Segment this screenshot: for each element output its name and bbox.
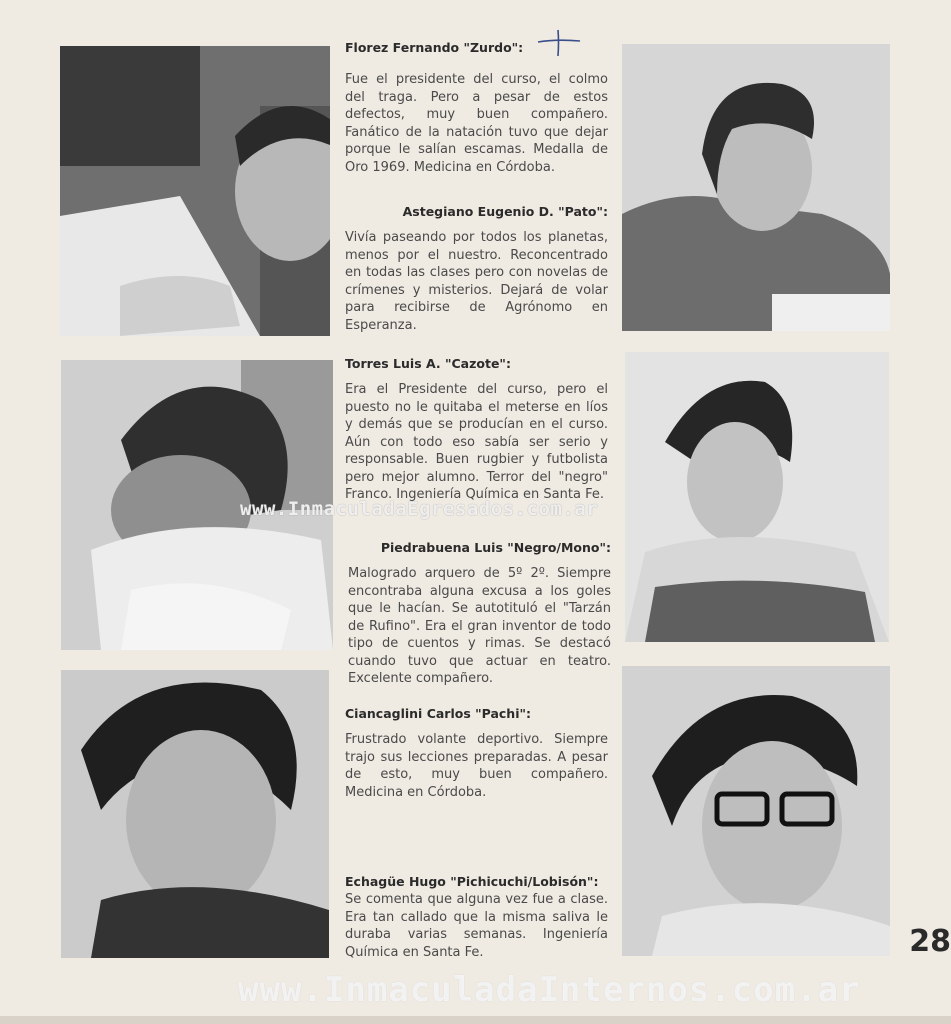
student-bio: Era el Presidente del curso, pero el puesto no le quitaba el meterse en líos y demás que se producían en el curso. Aún con todo eso sabía ser serio y responsable. Buen rugbier y futbolista pero mejor alumno. Terror del "negro" Franco. Ingeniería Química en Santa Fe. [345,382,608,502]
photo-florez [60,46,330,336]
student-name: Ciancaglini Carlos "Pachi": [345,706,532,721]
photo-astegiano [622,44,890,331]
student-bio: Malogrado arquero de 5º 2º. Siempre encontraba alguna excusa a los goles que le hacían. Se autotituló el "Tarzán de Rufino". Era el gran inventor de todo tipo de cuentos y rimas. Se destacó cuando tuvo que actuar en teatro. Excelente compañero. [348,566,611,686]
photo-ciancaglini [61,670,329,958]
student-name: Torres Luis A. "Cazote": [345,356,511,371]
student-bio: Se comenta que alguna vez fue a clase. Era tan callado que la misma saliva le duraba varias semanas. Ingeniería Química en Santa Fe. [345,892,608,960]
page-number: 28 [909,924,951,959]
student-bio: Vivía paseando por todos los planetas, menos por el nuestro. Reconcentrado en todas las clases pero con novelas de crímenes y misterios. Dejará de volar para recibirse de Agrónomo en Esperanza. [345,230,608,333]
entry-ciancaglini [345,706,608,801]
photo-echague [622,666,890,956]
student-bio: Frustrado volante deportivo. Siempre trajo sus lecciones preparadas. A pesar de esto, muy buen compañero. Medicina en Córdoba. [345,732,608,800]
student-name: Echagüe Hugo "Pichicuchi/Lobisón": [345,874,599,889]
photo-piedrabuena [625,352,889,642]
entry-astegiano [345,204,608,334]
entry-piedrabuena [348,540,611,688]
watermark-bottom: www.InmaculadaInternos.com.ar [238,970,861,1010]
entry-florez [345,40,608,176]
student-name: Florez Fernando "Zurdo": [345,40,524,55]
scan-edge [0,1016,951,1024]
student-name: Astegiano Eugenio D. "Pato": [402,204,608,219]
entry-echague [345,874,608,961]
student-name: Piedrabuena Luis "Negro/Mono": [380,540,611,555]
entry-torres [345,356,608,504]
watermark-center: www.InmaculadaEgresados.com.ar [240,498,599,520]
student-bio: Fue el presidente del curso, el colmo del traga. Pero a pesar de estos defectos, muy buen compañero. Fanático de la natación tuvo que dejar porque le salían escamas. Medalla de Oro 1969. Medicina en Córdoba. [345,72,608,175]
